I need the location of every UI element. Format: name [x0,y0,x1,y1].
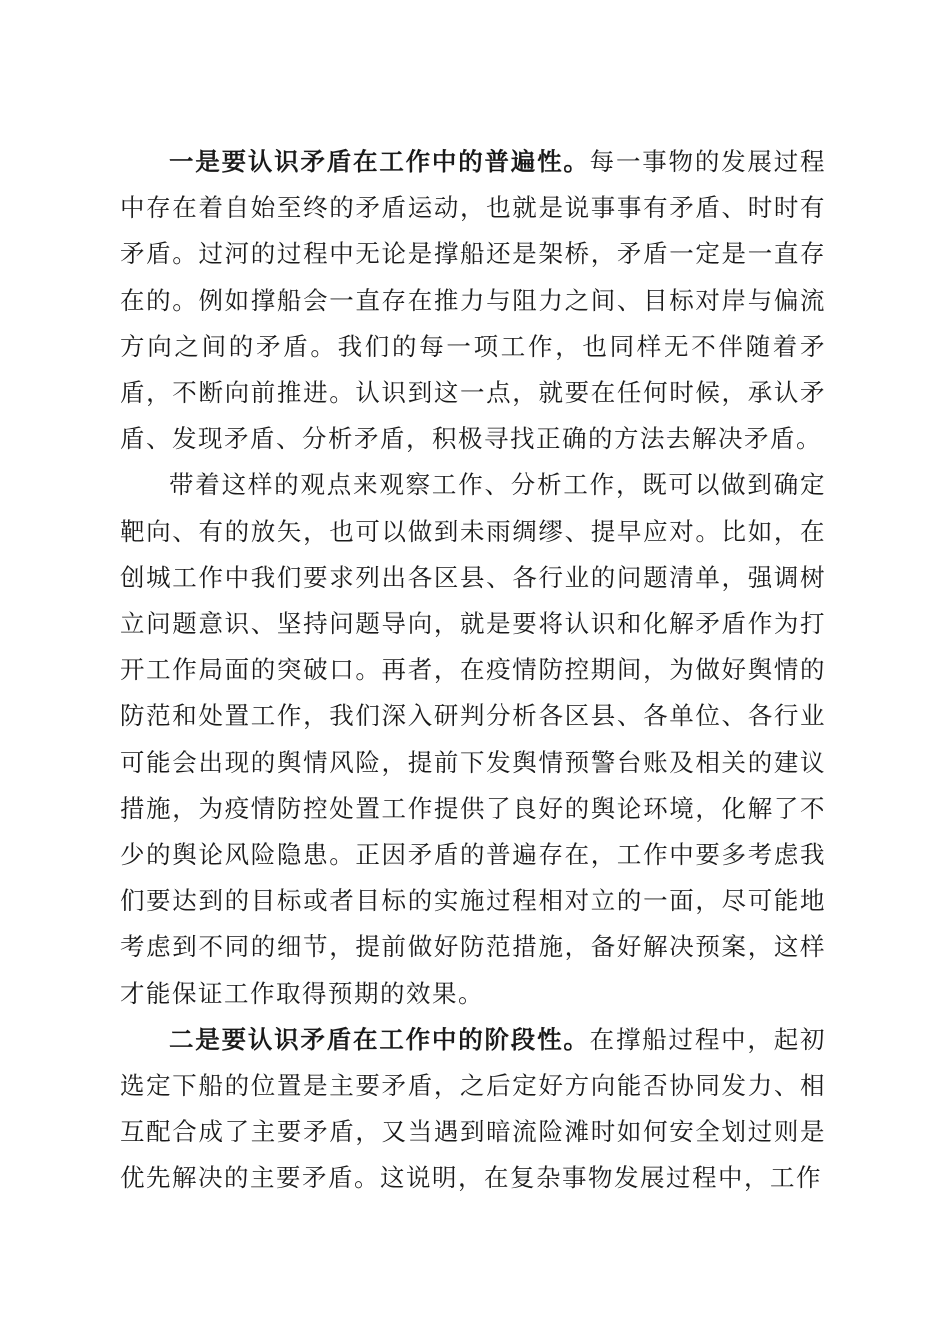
paragraph-2 [120,462,826,1016]
paragraph-1-heading: 一是要认识矛盾在工作中的普遍性。 [169,147,590,176]
paragraph-1-text: 每一事物的发展过程中存在着自始至终的矛盾运动，也就是说事事有矛盾、时时有矛盾。过河的过程中无论是撑船还是架桥，矛盾一定是一直存在的。例如撑船会一直存在推力与阻力之间、目标对岸与偏流方向之间的矛盾。我们的每一项工作，也同样无不伴随着矛盾，不断向前推进。认识到这一点，就要在任何时候，承认矛盾、发现矛盾、分析矛盾，积极寻找正确的方法去解决矛盾。 [120,147,827,454]
paragraph-3 [120,1017,826,1202]
document-body [120,139,826,1202]
paragraph-1 [120,139,826,462]
paragraph-2-text: 带着这样的观点来观察工作、分析工作，既可以做到确定靶向、有的放矢，也可以做到未雨绸缪、提早应对。比如，在创城工作中我们要求列出各区县、各行业的问题清单，强调树立问题意识、坚持问题导向，就是要将认识和化解矛盾作为打开工作局面的突破口。再者，在疫情防控期间，为做好舆情的防范和处置工作，我们深入研判分析各区县、各单位、各行业可能会出现的舆情风险，提前下发舆情预警台账及相关的建议措施，为疫情防控处置工作提供了良好的舆论环境，化解了不少的舆论风险隐患。正因矛盾的普遍存在，工作中要多考虑我们要达到的目标或者目标的实施过程相对立的一面，尽可能地考虑到不同的细节，提前做好防范措施，备好解决预案，这样才能保证工作取得预期的效果。 [120,470,826,1008]
paragraph-3-text: 在撑船过程中，起初选定下船的位置是主要矛盾，之后定好方向能否协同发力、相互配合成了主要矛盾，又当遇到暗流险滩时如何安全划过则是优先解决的主要矛盾。这说明，在复杂事物发展过程中，工作 [120,1024,827,1193]
paragraph-3-heading: 二是要认识矛盾在工作中的阶段性。 [169,1024,590,1054]
